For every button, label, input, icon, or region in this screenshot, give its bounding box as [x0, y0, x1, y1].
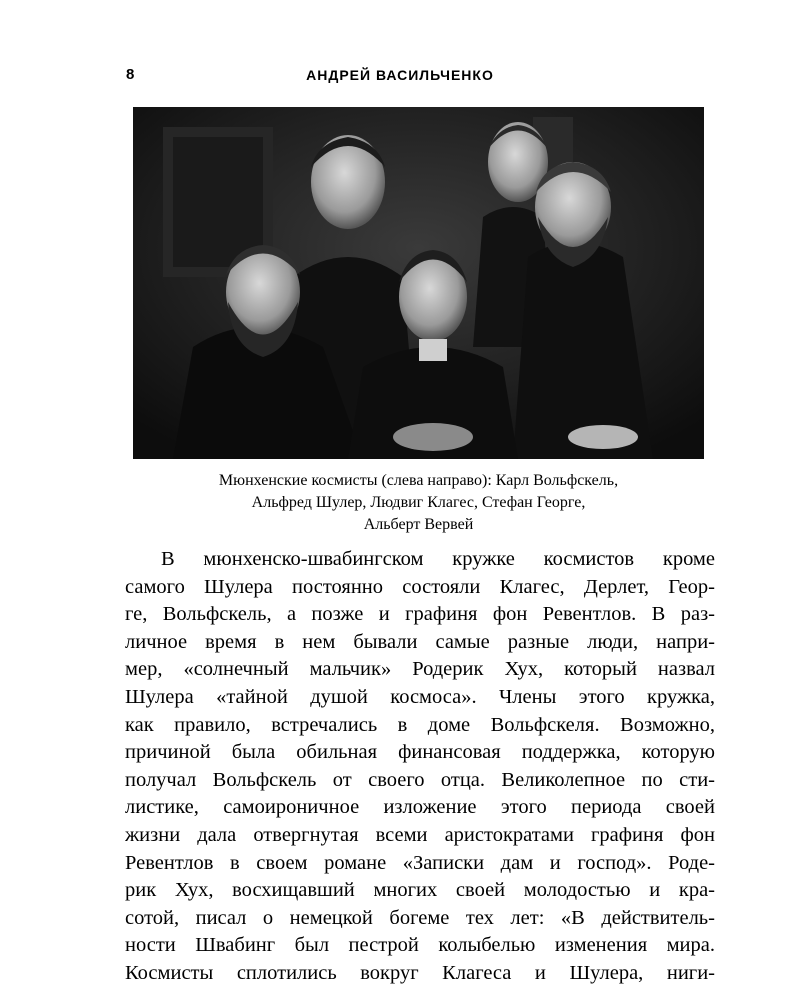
text-line: самого Шулера постоянно состояли Клагес, Дерлет, Геор- [125, 575, 715, 598]
text-line: ности Швабинг был пестрой колыбелью изменения мира. [125, 934, 715, 957]
text-line: ге, Вольфскель, а позже и графиня фон Ревентлов. В раз- [125, 603, 715, 626]
page-number: 8 [126, 66, 135, 83]
text-line: рик Хух, восхищавший многих своей молодостью и кра- [125, 879, 715, 902]
caption-line: Альберт Вервей [363, 516, 474, 533]
running-head: АНДРЕЙ ВАСИЛЬЧЕНКО [306, 67, 494, 83]
text-line: Ревентлов в своем романе «Записки дам и господ». Роде- [125, 851, 715, 874]
text-line: получал Вольфскель от своего отца. Великолепное по сти- [125, 768, 715, 791]
text-line: Космисты сплотились вокруг Клагеса и Шулера, ниги- [125, 961, 715, 984]
text-line: мер, «солнечный мальчик» Родерик Хух, который назвал [125, 658, 715, 681]
photo-illustration [133, 107, 704, 459]
text-line: В мюнхенско-швабингском кружке космистов кроме [161, 548, 715, 570]
caption-line: Мюнхенские космисты (слева направо): Карл Вольфскель, [218, 472, 619, 489]
text-line: жизни дала отвергнутая всеми аристократами графиня фон [125, 823, 715, 846]
group-photograph [133, 107, 704, 459]
body-paragraph [125, 546, 715, 988]
caption-line: Альфред Шулер, Людвиг Клагес, Стефан Георге, [251, 494, 586, 511]
figure-caption [133, 470, 704, 536]
text-line: как правило, встречались в доме Вольфскеля. Возможно, [125, 713, 715, 736]
text-line: причиной была обильная финансовая поддержка, которую [125, 741, 715, 764]
text-line: листике, самоироничное изложение этого периода своей [125, 796, 715, 819]
text-line: Шулера «тайной душой космоса». Члены этого кружка, [125, 685, 715, 708]
text-line: личное время в нем бывали самые разные люди, напри- [125, 630, 715, 653]
text-line: сотой, писал о немецкой богеме тех лет: «В действитель- [125, 906, 715, 929]
